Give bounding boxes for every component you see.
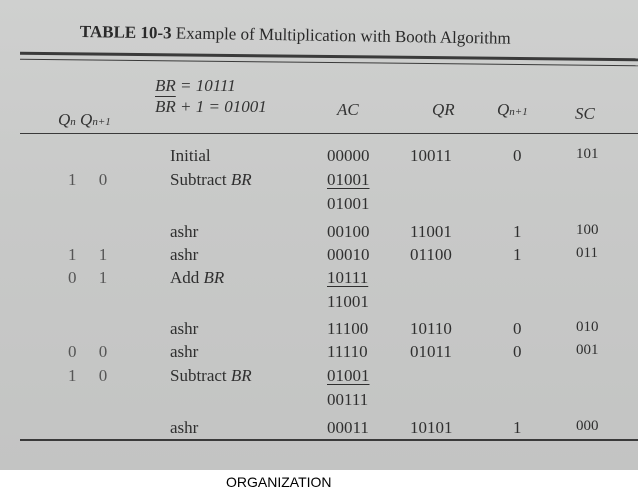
row-ac: 11001 [327, 292, 369, 311]
row-sc: 101 [576, 146, 599, 162]
qn-qn1-header: Qn Qn+1 [58, 110, 111, 129]
row-ac: 10111 [327, 268, 369, 287]
row-ac: 00000 [327, 146, 370, 165]
row-ac: 01001 [327, 170, 370, 189]
row-sc: 010 [576, 319, 599, 335]
sc-header: SC [575, 104, 595, 123]
row-operation: ashr [170, 418, 199, 437]
row-qn-qn1: 1 1 [68, 245, 117, 264]
row-qn1: 1 [513, 245, 522, 264]
row-ac: 00010 [327, 245, 370, 264]
row-sc: 001 [576, 342, 599, 358]
row-ac: 00011 [327, 418, 369, 437]
qr-header: QR [432, 100, 455, 119]
bottom-rule [20, 439, 638, 441]
br-value-header: BR = 10111 [155, 76, 236, 95]
row-qn1: 0 [513, 146, 522, 165]
row-operation: Initial [170, 146, 211, 165]
row-qn1: 0 [513, 342, 522, 361]
row-ac: 11110 [327, 342, 368, 361]
qn1-header: Qn+1 [497, 100, 528, 119]
row-operation: Add BR [170, 268, 225, 287]
row-qn1: 1 [513, 418, 522, 437]
row-qn-qn1: 1 0 [68, 170, 117, 189]
row-ac: 00100 [327, 222, 370, 241]
row-qn1: 0 [513, 319, 522, 338]
row-sc: 000 [576, 418, 599, 434]
row-qr: 11001 [410, 222, 452, 241]
row-operation: ashr [170, 245, 199, 264]
footer-label: ORGANIZATION [226, 474, 332, 490]
row-qr: 01011 [410, 342, 452, 361]
row-sc: 100 [576, 222, 599, 238]
row-qr: 10011 [410, 146, 452, 165]
row-qr: 10101 [410, 418, 453, 437]
br-complement-header: $\overline{BR} + 1 = 01001$ [155, 97, 267, 116]
row-ac: 00111 [327, 390, 369, 409]
ac-header: AC [337, 100, 359, 119]
header-rule [20, 133, 638, 134]
table-caption [80, 22, 511, 49]
row-operation: ashr [170, 342, 199, 361]
row-qr: 01100 [410, 245, 452, 264]
row-operation: Subtract BR [170, 366, 252, 385]
row-qn-qn1: 1 0 [68, 366, 117, 385]
row-sc: 011 [576, 245, 598, 261]
row-ac: 01001 [327, 366, 370, 385]
row-operation: Subtract BR [170, 170, 252, 189]
row-qr: 10110 [410, 319, 452, 338]
row-qn-qn1: 0 1 [68, 268, 117, 287]
table-number: TABLE 10-3 [79, 22, 172, 43]
row-operation: ashr [170, 222, 199, 241]
row-ac: 01001 [327, 194, 370, 213]
row-operation: ashr [170, 319, 199, 338]
row-qn1: 1 [513, 222, 522, 241]
table-title: Example of Multiplication with Booth Algorithm [175, 23, 511, 48]
row-qn-qn1: 0 0 [68, 342, 117, 361]
row-ac: 11100 [327, 319, 369, 338]
